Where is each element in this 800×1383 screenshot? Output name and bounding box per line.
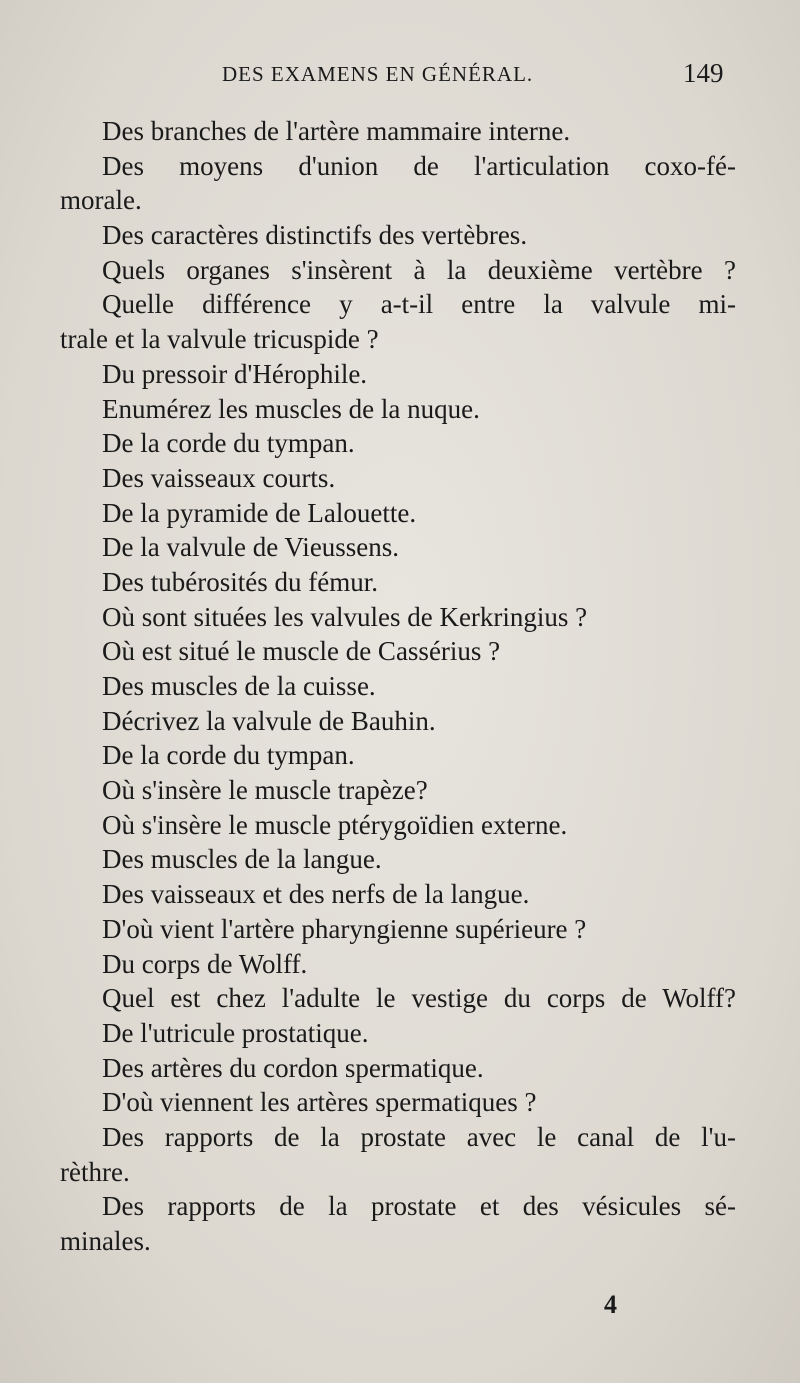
text-line: Des muscles de la langue. — [102, 844, 382, 875]
text-line: De la corde du tympan. — [102, 740, 355, 771]
text-line: Où sont situées les valvules de Kerkringius ? — [102, 601, 588, 632]
text-line: Des moyens d'union de l'articulation coxo-fé- — [102, 150, 736, 181]
text-line: De l'utricule prostatique. — [102, 1017, 369, 1048]
text-line: Des vaisseaux courts. — [102, 462, 336, 493]
text-line: Des branches de l'artère mammaire interne. — [102, 116, 571, 146]
text-line: Des vaisseaux et des nerfs de la langue. — [102, 879, 530, 910]
text-line: Enumérez les muscles de la nuque. — [102, 393, 480, 424]
text-line: Quels organes s'insèrent à la deuxième vertèbre ? — [102, 254, 736, 285]
text-line: Des rapports de la prostate avec le canal de l'u- — [102, 1121, 736, 1152]
text-line: D'où viennent les artères spermatiques ? — [102, 1087, 537, 1118]
signature-mark: 4 — [604, 1290, 617, 1319]
text-line: Quel est chez l'adulte le vestige du corps de Wolff? — [102, 983, 736, 1014]
text-line: Quelle différence y a-t-il entre la valvule mi- — [102, 289, 736, 320]
text-line: Du pressoir d'Hérophile. — [102, 358, 368, 389]
text-line: Où s'insère le muscle trapèze? — [102, 775, 428, 806]
text-line: Des artères du cordon spermatique. — [102, 1052, 484, 1083]
text-line: De la corde du tympan. — [102, 428, 355, 459]
text-line: Où s'insère le muscle ptérygoïdien externe. — [102, 809, 568, 840]
text-line: rèthre. — [60, 1156, 130, 1187]
page-body — [60, 114, 736, 1259]
text-line: Des caractères distinctifs des vertèbres. — [102, 220, 528, 251]
text-line: De la pyramide de Lalouette. — [102, 497, 417, 528]
page-number: 149 — [683, 58, 724, 88]
text-line: Du corps de Wolff. — [102, 948, 308, 979]
text-line: Des rapports de la prostate et des vésicules sé- — [102, 1191, 736, 1222]
text-line: D'où vient l'artère pharyngienne supérieure ? — [102, 913, 587, 944]
page-header — [0, 58, 800, 98]
text-line: Où est situé le muscle de Cassérius ? — [102, 636, 501, 667]
text-line: Des tubérosités du fémur. — [102, 566, 378, 597]
running-title: DES EXAMENS EN GÉNÉRAL. — [222, 62, 534, 86]
text-line: De la valvule de Vieussens. — [102, 532, 400, 563]
text-line: Des muscles de la cuisse. — [102, 671, 376, 701]
text-line: morale. — [60, 185, 142, 216]
text-line: minales. — [60, 1226, 151, 1256]
text-line: Décrivez la valvule de Bauhin. — [102, 705, 436, 736]
text-line: trale et la valvule tricuspide ? — [60, 324, 379, 355]
